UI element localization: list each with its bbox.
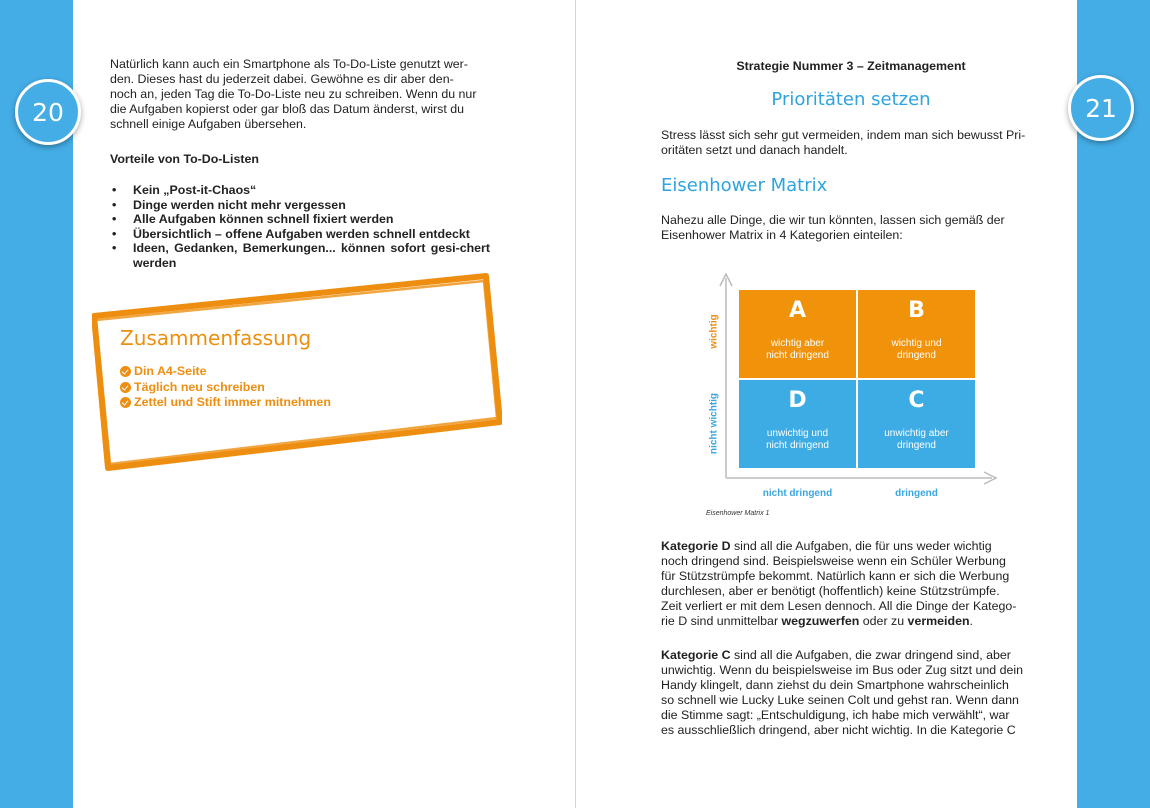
check-circle-icon	[120, 366, 131, 377]
quadrant-description	[739, 428, 856, 452]
paragraph-line: Stress lässt sich sehr gut vermeiden, indem man sich bewusst Pri-	[661, 128, 1026, 142]
quadrant-letter: C	[908, 388, 925, 413]
x-axis-label-urgent: dringend	[895, 488, 938, 499]
section-intro	[661, 128, 1041, 158]
check-circle-icon	[120, 397, 131, 408]
paragraph-line	[661, 614, 1041, 629]
paragraph-line: unwichtig. Wenn du beispielsweise im Bus oder Zug sitzt und dein	[661, 663, 1024, 677]
quadrant-description	[739, 338, 856, 362]
emphasis: vermeiden	[907, 614, 970, 628]
advantages-heading: Vorteile von To-Do-Listen	[110, 152, 259, 166]
list-item: • Ideen, Gedanken, Bemerkungen... können sofort gesi-chert werden	[110, 241, 490, 270]
quadrant-c	[858, 380, 975, 468]
text-run: rie D sind unmittelbar	[661, 614, 782, 628]
summary-item-label: Zettel und Stift immer mitnehmen	[134, 395, 331, 409]
quadrant-line: wichtig und	[891, 338, 942, 349]
quadrant-letter: A	[788, 298, 807, 323]
book-spine	[575, 0, 576, 808]
category-label: Kategorie C	[661, 648, 731, 662]
quadrant-description	[858, 338, 975, 362]
running-head: Strategie Nummer 3 – Zeitmanagement	[736, 59, 966, 73]
paragraph-line: Zeit verliert er mit dem Lesen dennoch. All die Dinge der Katego-	[661, 599, 1017, 613]
advantages-list	[110, 183, 490, 271]
quadrant-description	[858, 428, 975, 452]
paragraph-line	[661, 539, 1041, 554]
quadrant-b	[858, 290, 975, 378]
category-c-paragraph	[661, 648, 1041, 738]
paragraph-line: Eisenhower Matrix in 4 Kategorien einteilen:	[661, 228, 903, 242]
paragraph-line: den. Dieses hast du jederzeit dabei. Gewöhne es dir aber den-	[110, 72, 454, 86]
list-item: • Kein „Post-it-Chaos“	[110, 183, 490, 198]
quadrant-a	[739, 290, 856, 378]
quadrant-line: nicht dringend	[766, 440, 829, 451]
summary-item-label: Täglich neu schreiben	[134, 379, 265, 394]
left-page-number: 20	[15, 79, 81, 145]
text-run: sind all die Aufgaben, die für uns weder wichtig	[730, 539, 992, 553]
quadrant-line: unwichtig und	[766, 428, 829, 439]
quadrant-line: unwichtig aber	[884, 428, 949, 439]
y-axis-label-important: wichtig	[708, 314, 720, 349]
paragraph-line: oritäten setzt und danach handelt.	[661, 143, 848, 157]
quadrant-line: nicht dringend	[766, 350, 829, 361]
quadrant-line: dringend	[897, 440, 936, 451]
paragraph-line: noch dringend sind. Beispielsweise wenn ein Schüler Werbung	[661, 554, 1006, 568]
y-axis-label-not-important: nicht wichtig	[708, 392, 720, 455]
category-d-paragraph	[661, 539, 1041, 629]
paragraph-line: so schnell wie Lucky Luke seinen Colt und gehst ran. Wenn dann	[661, 693, 1019, 707]
emphasis: wegzuwerfen	[781, 614, 860, 628]
paragraph-line: schnell einige Aufgaben übersehen.	[110, 117, 307, 131]
paragraph-line: Nahezu alle Dinge, die wir tun könnten, lassen sich gemäß der	[661, 213, 1005, 227]
eisenhower-matrix	[700, 270, 1000, 524]
x-axis-label-not-urgent: nicht dringend	[762, 488, 833, 499]
quadrant-d	[739, 380, 856, 468]
summary-item	[120, 380, 331, 396]
summary-item	[120, 395, 331, 411]
section-title: Prioritäten setzen	[771, 89, 931, 110]
right-page-number: 21	[1068, 75, 1134, 141]
subsection-intro	[661, 213, 1041, 243]
list-item: • Alle Aufgaben können schnell fixiert werden	[110, 212, 490, 227]
subsection-title: Eisenhower Matrix	[661, 175, 828, 196]
paragraph-line: durchlesen, aber er benötigt (hoffentlich) keine Stützstrümpfe.	[661, 584, 1000, 598]
paragraph-line: Natürlich kann auch ein Smartphone als To-Do-Liste genutzt wer-	[110, 57, 468, 71]
summary-list	[120, 364, 331, 411]
text-run: .	[969, 614, 973, 628]
paragraph-line: die Aufgaben kopierst oder gar bloß das Datum änderst, wirst du	[110, 102, 465, 116]
check-circle-icon	[120, 382, 131, 393]
summary-title: Zusammenfassung	[120, 326, 312, 350]
paragraph-line	[661, 648, 1041, 663]
summary-item	[120, 364, 331, 380]
smartphone-paragraph	[110, 57, 490, 132]
list-item: • Dinge werden nicht mehr vergessen	[110, 198, 490, 213]
figure-caption: Eisenhower Matrix 1	[706, 510, 770, 517]
category-label: Kategorie D	[661, 539, 731, 553]
paragraph-line: Handy klingelt, dann ziehst du dein Smartphone wahrscheinlich	[661, 678, 1009, 692]
summary-item-label: Din A4-Seite	[134, 364, 207, 378]
text-run: sind all die Aufgaben, die zwar dringend sind, aber	[730, 648, 1011, 662]
quadrant-letter: B	[908, 298, 925, 323]
paragraph-line: für Stützstrümpfe bekommt. Natürlich kann er sich die Werbung	[661, 569, 1010, 583]
paragraph-line: noch an, jeden Tag die To-Do-Liste neu zu schreiben. Wenn du nur	[110, 87, 477, 101]
quadrant-line: dringend	[897, 350, 936, 361]
paragraph-line: es ausschließlich dringend, aber nicht wichtig. In die Kategorie C	[661, 723, 1016, 737]
text-run: oder zu	[859, 614, 908, 628]
quadrant-line: wichtig aber	[770, 338, 825, 349]
quadrant-letter: D	[788, 388, 807, 413]
list-item: • Übersichtlich – offene Aufgaben werden schnell entdeckt	[110, 227, 490, 242]
paragraph-line: die Stimme sagt: „Entschuldigung, ich habe mich verwählt“, war	[661, 708, 1010, 722]
